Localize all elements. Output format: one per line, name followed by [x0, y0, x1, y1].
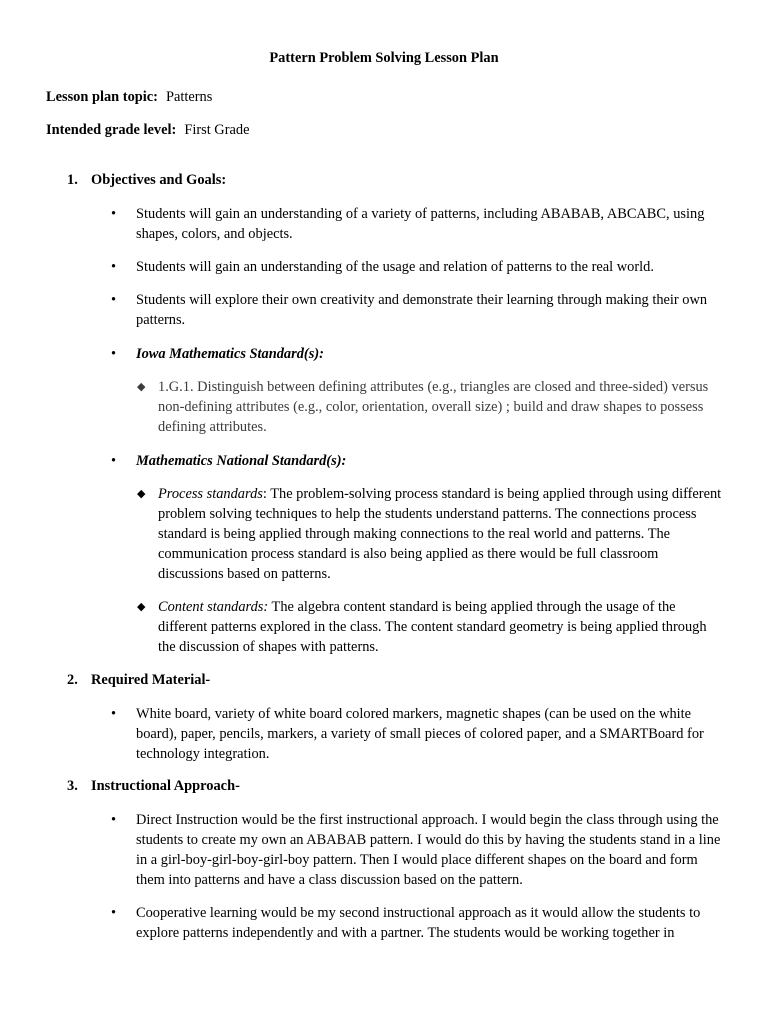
bullet-icon: • [111, 905, 117, 921]
document-title: Pattern Problem Solving Lesson Plan [269, 50, 499, 66]
grade-level-value: First Grade [184, 122, 250, 138]
national-standards-heading: Mathematics National Standard(s): [136, 453, 347, 469]
lesson-topic-label: Lesson plan topic: [46, 89, 158, 105]
section-number: 2. [67, 672, 78, 688]
bullet-icon: • [111, 812, 117, 828]
bullet-icon: • [111, 259, 117, 275]
list-item-text: Students will gain an understanding of a variety of patterns, including ABABAB, ABCABC, using shapes, colors, and objects. [136, 206, 705, 242]
iowa-standard-text: 1.G.1. Distinguish between defining attributes (e.g., triangles are closed and three-sided) versus non-defining attributes (e.g., color, orientation, overall size) ; build and draw shapes to possess defining attributes. [158, 379, 709, 435]
sub-list-item [137, 484, 727, 584]
process-standards-paragraph [158, 484, 727, 584]
section-number: 3. [67, 778, 78, 794]
bullet-icon: • [111, 346, 117, 362]
list-item-text: Cooperative learning would be my second instructional approach as it would allow the students to explore patterns independently and with a partner. The students would be working together in [136, 905, 701, 941]
section-number: 1. [67, 172, 78, 188]
content-standards-label: Content standards: [158, 599, 269, 615]
content-standards-paragraph [158, 597, 727, 657]
section-heading-approach [67, 776, 240, 796]
list-item [111, 344, 721, 364]
section-heading-objectives [67, 170, 226, 190]
list-item-text: Students will gain an understanding of the usage and relation of patterns to the real world. [136, 259, 654, 275]
iowa-standards-heading: Iowa Mathematics Standard(s): [136, 346, 324, 362]
grade-level-label: Intended grade level: [46, 122, 177, 138]
list-item [111, 204, 721, 244]
list-item [111, 290, 721, 330]
section-title: Objectives and Goals: [91, 172, 227, 188]
sub-list-item [137, 377, 727, 437]
bullet-icon: • [111, 453, 117, 469]
list-item-text: Direct Instruction would be the first instructional approach. I would begin the class through using the students to create my own an ABABAB pattern. I would do this by having the students stand in a line in a girl-boy-girl-boy-girl-boy pattern. Then I would place different shapes on the board and form them into patterns and have a class discussion based on the pattern. [136, 812, 721, 888]
list-item [111, 257, 721, 277]
bullet-icon: • [111, 706, 117, 722]
process-standards-text: : The problem-solving process standard is being applied through using different problem solving techniques to help the students understand patterns. The connections process standard is being applied through making connections to the real world and patterns. The communication process standard is also being applied as there would be full classroom discussions based on patterns. [158, 486, 722, 582]
sub-list-item [137, 597, 727, 657]
process-standards-label: Process standards [158, 486, 263, 502]
lesson-topic-line [46, 87, 212, 107]
diamond-bullet-icon: ◆ [137, 601, 146, 613]
list-item [111, 903, 721, 943]
section-title: Required Material- [91, 672, 211, 688]
list-item [111, 704, 721, 764]
list-item [111, 451, 721, 471]
bullet-icon: • [111, 206, 117, 222]
diamond-bullet-icon: ◆ [137, 381, 146, 393]
list-item [111, 810, 721, 890]
content-standards-text: The algebra content standard is being applied through the usage of the different patterns explored in the class. The content standard geometry is being applied through the discussion of shapes with patterns. [158, 599, 707, 655]
diamond-bullet-icon: ◆ [137, 488, 146, 500]
list-item-text: White board, variety of white board colored markers, magnetic shapes (can be used on the white board), paper, pencils, markers, a variety of small pieces of colored paper, and a SMARTBoard for technology integration. [136, 706, 704, 762]
section-title: Instructional Approach- [91, 778, 240, 794]
list-item-text: Students will explore their own creativity and demonstrate their learning through making their own patterns. [136, 292, 708, 328]
bullet-icon: • [111, 292, 117, 308]
section-heading-materials [67, 670, 210, 690]
lesson-topic-value: Patterns [165, 89, 213, 105]
grade-level-line [46, 120, 249, 140]
